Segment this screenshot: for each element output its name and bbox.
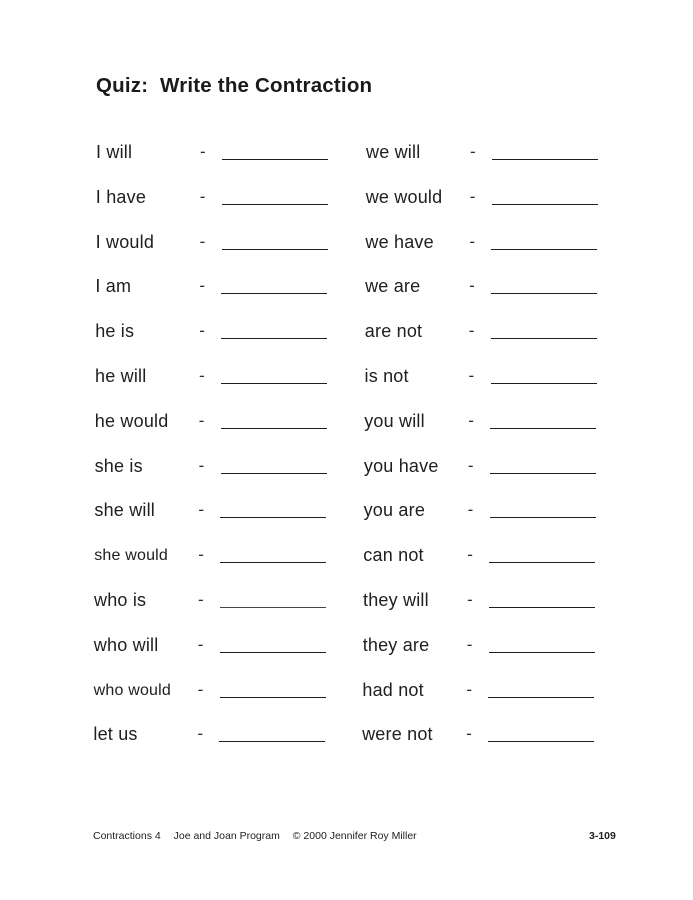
dash-separator: - bbox=[470, 142, 476, 161]
dash-separator: - bbox=[467, 500, 474, 520]
phrase-text: he is bbox=[95, 321, 135, 342]
dash-separator: - bbox=[467, 545, 473, 565]
left_column-row bbox=[95, 456, 335, 486]
right_column-row bbox=[366, 142, 606, 172]
phrase-text: we will bbox=[366, 142, 421, 162]
answer-blank[interactable] bbox=[220, 607, 326, 608]
phrase-text: you have bbox=[363, 455, 439, 476]
dash-separator: - bbox=[466, 724, 472, 744]
right_column-row bbox=[365, 366, 605, 396]
dash-separator: - bbox=[469, 276, 475, 296]
answer-blank[interactable] bbox=[490, 428, 596, 429]
left_column-row bbox=[94, 545, 334, 575]
phrase-text: can not bbox=[363, 545, 424, 566]
answer-blank[interactable] bbox=[220, 517, 326, 518]
dash-separator: - bbox=[197, 634, 204, 654]
footer-program: Joe and Joan Program bbox=[173, 830, 280, 842]
answer-blank[interactable] bbox=[222, 159, 328, 160]
dash-separator: - bbox=[468, 321, 475, 341]
dash-separator: - bbox=[198, 410, 205, 430]
answer-blank[interactable] bbox=[221, 338, 327, 339]
answer-blank[interactable] bbox=[221, 383, 327, 384]
phrase-text: who is bbox=[94, 590, 147, 610]
right_column-row bbox=[365, 232, 605, 262]
answer-blank[interactable] bbox=[489, 607, 595, 608]
right_column-row bbox=[363, 590, 603, 620]
dash-separator: - bbox=[199, 366, 205, 385]
phrase-text: had not bbox=[362, 679, 424, 700]
answer-blank[interactable] bbox=[220, 652, 326, 653]
answer-blank[interactable] bbox=[491, 293, 597, 294]
right_column-row bbox=[363, 635, 603, 665]
answer-blank[interactable] bbox=[492, 204, 598, 205]
dash-separator: - bbox=[199, 186, 206, 206]
phrase-text: who would bbox=[93, 681, 171, 699]
left_column-row bbox=[96, 142, 336, 172]
answer-blank[interactable] bbox=[490, 517, 596, 518]
dash-separator: - bbox=[197, 679, 204, 699]
right_column-row bbox=[365, 321, 605, 351]
phrase-text: she would bbox=[94, 547, 169, 565]
answer-blank[interactable] bbox=[220, 562, 326, 563]
dash-separator: - bbox=[469, 231, 476, 251]
dash-separator: - bbox=[197, 724, 204, 744]
dash-separator: - bbox=[467, 590, 473, 609]
answer-blank[interactable] bbox=[219, 741, 325, 742]
phrase-text: are not bbox=[364, 321, 423, 342]
right_column-row bbox=[365, 276, 605, 306]
answer-blank[interactable] bbox=[488, 741, 594, 742]
left_column-row bbox=[95, 366, 335, 396]
right_column-row bbox=[364, 456, 604, 486]
phrase-text: who will bbox=[93, 634, 159, 655]
answer-blank[interactable] bbox=[221, 473, 327, 474]
phrase-text: you are bbox=[363, 500, 426, 521]
left_column-row bbox=[94, 635, 334, 665]
phrase-text: we are bbox=[365, 276, 421, 297]
dash-separator: - bbox=[198, 500, 205, 520]
phrase-text: you will bbox=[364, 410, 425, 431]
left_column-row bbox=[95, 276, 335, 306]
left_column-row bbox=[94, 590, 334, 620]
right_column-row bbox=[366, 187, 606, 217]
right_column-row bbox=[364, 411, 604, 441]
phrase-text: she will bbox=[94, 500, 156, 521]
phrase-text: they will bbox=[363, 590, 429, 610]
phrase-text: I have bbox=[95, 186, 147, 207]
dash-separator: - bbox=[466, 634, 473, 654]
left_column-row bbox=[93, 724, 333, 754]
footer-series: Contractions 4 bbox=[93, 830, 161, 842]
phrase-text: is not bbox=[364, 366, 409, 386]
dash-separator: - bbox=[469, 186, 476, 206]
left_column-row bbox=[95, 411, 335, 441]
dash-separator: - bbox=[200, 142, 206, 161]
right_column-row bbox=[362, 724, 602, 754]
left_column-row bbox=[94, 680, 334, 710]
left_column-row bbox=[94, 500, 334, 530]
dash-separator: - bbox=[199, 276, 206, 296]
dash-separator: - bbox=[467, 455, 474, 475]
phrase-text: I will bbox=[96, 142, 133, 162]
page-title: Quiz: Write the Contraction bbox=[96, 74, 373, 97]
right_column-row bbox=[362, 680, 602, 710]
answer-blank[interactable] bbox=[489, 652, 595, 653]
phrase-text: we would bbox=[365, 186, 443, 207]
phrase-text: were not bbox=[362, 724, 433, 745]
answer-blank[interactable] bbox=[492, 159, 598, 160]
dash-separator: - bbox=[198, 590, 204, 609]
phrase-text: he will bbox=[95, 366, 147, 386]
phrase-text: they are bbox=[362, 634, 430, 655]
phrase-text: I would bbox=[95, 231, 155, 252]
footer-credits bbox=[93, 830, 427, 842]
dash-separator: - bbox=[199, 231, 206, 251]
phrase-text: we have bbox=[365, 231, 434, 252]
phrase-text: he would bbox=[94, 410, 169, 431]
answer-blank[interactable] bbox=[491, 249, 597, 250]
answer-blank[interactable] bbox=[490, 473, 596, 474]
footer-page-number: 3-109 bbox=[589, 830, 616, 842]
answer-blank[interactable] bbox=[222, 249, 328, 250]
right_column-row bbox=[363, 545, 603, 575]
dash-separator: - bbox=[468, 410, 474, 430]
answer-blank[interactable] bbox=[220, 697, 326, 698]
dash-separator: - bbox=[468, 366, 475, 385]
left_column-row bbox=[96, 187, 336, 217]
answer-blank[interactable] bbox=[221, 293, 327, 294]
answer-blank[interactable] bbox=[489, 562, 595, 563]
phrase-text: she is bbox=[94, 455, 143, 476]
answer-blank[interactable] bbox=[221, 428, 327, 429]
left_column-row bbox=[95, 321, 335, 351]
answer-blank[interactable] bbox=[491, 383, 597, 384]
dash-separator: - bbox=[466, 679, 473, 699]
answer-blank[interactable] bbox=[488, 697, 594, 698]
footer-copyright: © 2000 Jennifer Roy Miller bbox=[292, 830, 417, 842]
answer-blank[interactable] bbox=[491, 338, 597, 339]
dash-separator: - bbox=[198, 545, 204, 565]
dash-separator: - bbox=[199, 321, 205, 341]
right_column-row bbox=[364, 500, 604, 530]
answer-blank[interactable] bbox=[222, 204, 328, 205]
dash-separator: - bbox=[198, 455, 205, 475]
phrase-text: let us bbox=[93, 724, 138, 745]
phrase-text: I am bbox=[95, 276, 132, 297]
left_column-row bbox=[96, 232, 336, 262]
